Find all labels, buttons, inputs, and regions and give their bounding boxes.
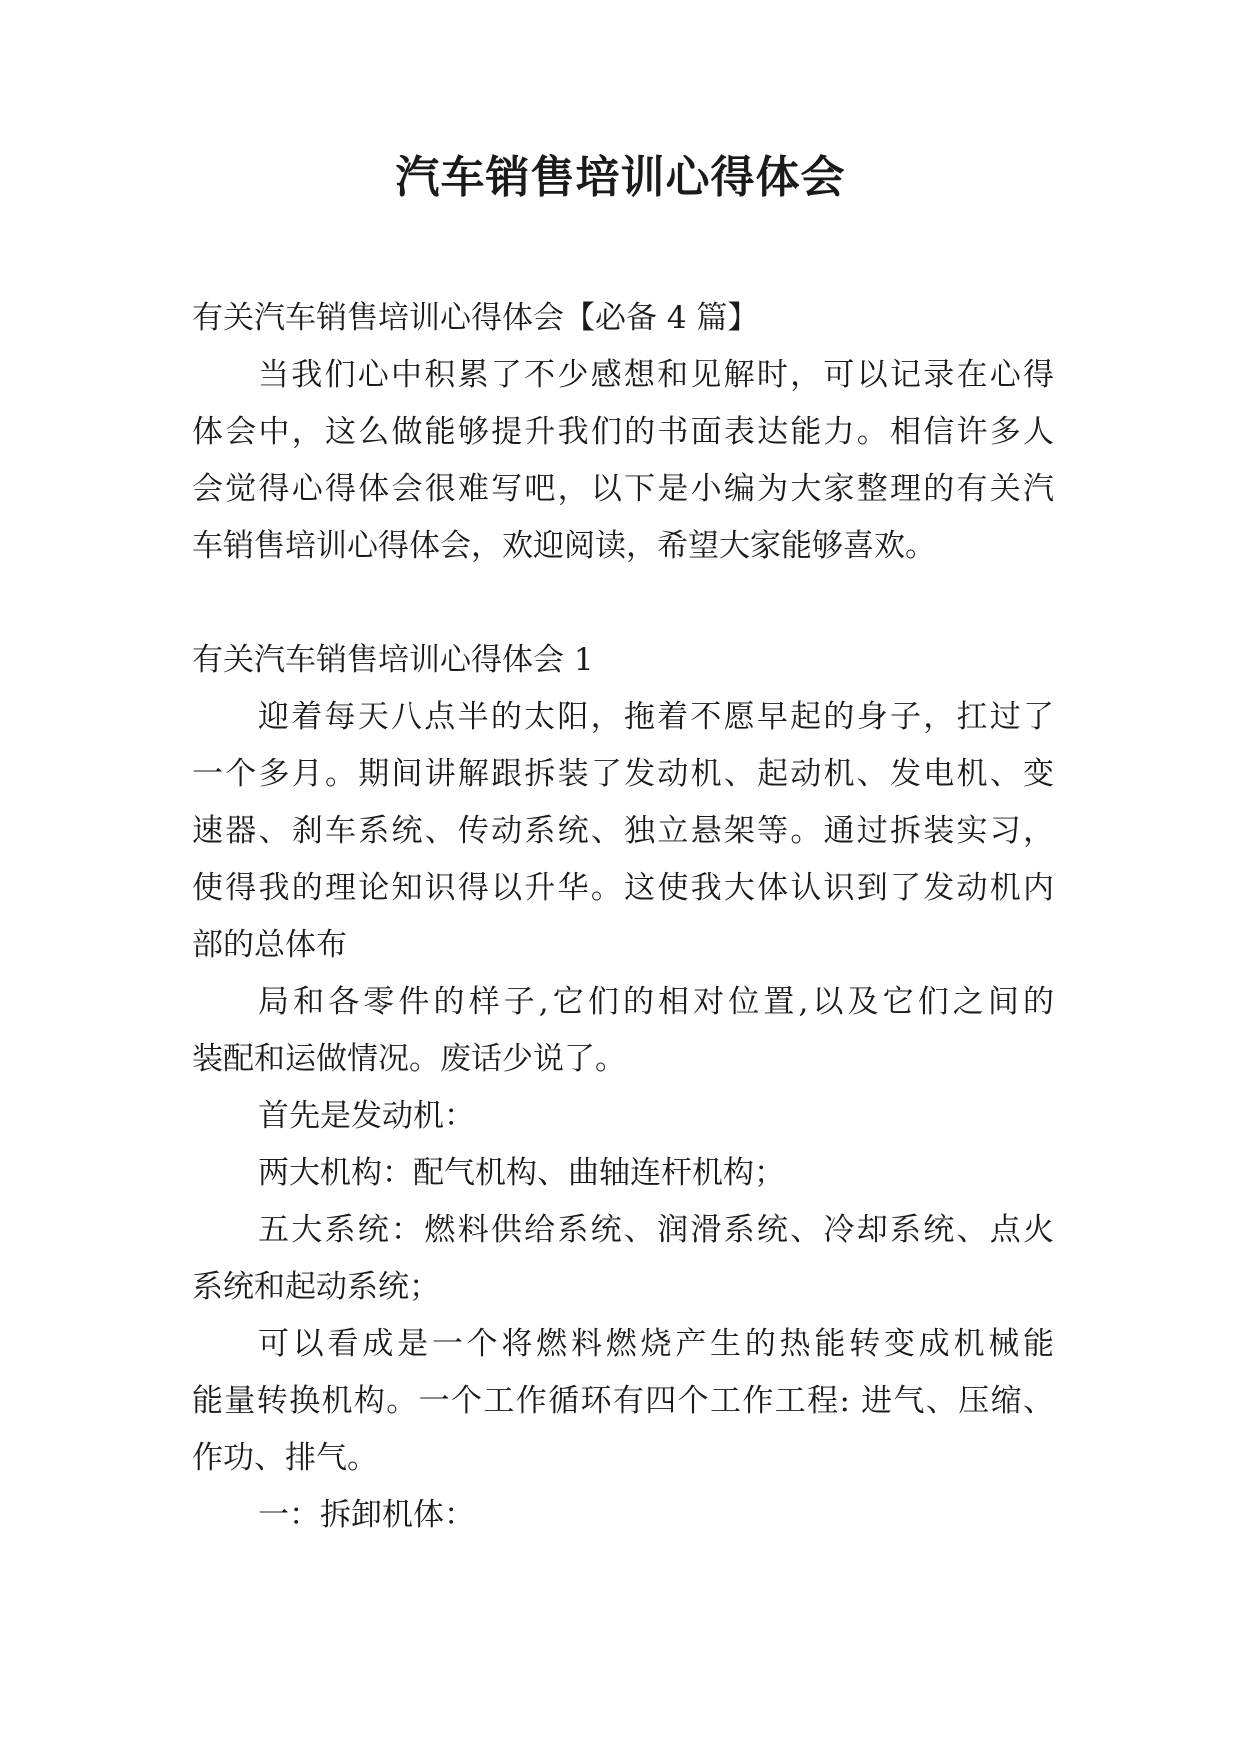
intro-line: 车销售培训心得体会，欢迎阅读，希望大家能够喜欢。	[192, 528, 936, 564]
paragraph-line: 迎着每天八点半的太阳，拖着不愿早起的身子，扛过了	[258, 699, 1054, 735]
paragraph-line: 两大机构：配气机构、曲轴连杆机构；	[258, 1155, 785, 1191]
intro-line: 体会中，这么做能够提升我们的书面表达能力。相信许多人	[192, 414, 1054, 450]
paragraph-line: 一个多月。期间讲解跟拆装了发动机、起动机、发电机、变	[192, 756, 1054, 792]
paragraph-line: 作功、排气。	[192, 1440, 378, 1476]
document-body	[192, 290, 1054, 1544]
paragraph-line: 部的总体布	[192, 927, 347, 963]
intro-line: 当我们心中积累了不少感想和见解时，可以记录在心得	[258, 357, 1054, 393]
paragraph-line: 可以看成是一个将燃料燃烧产生的热能转变成机械能	[258, 1326, 1054, 1362]
document-subtitle: 有关汽车销售培训心得体会【必备 4 篇】	[192, 300, 759, 336]
paragraph-line: 装配和运做情况。废话少说了。	[192, 1041, 626, 1077]
paragraph-line: 一：拆卸机体：	[258, 1497, 475, 1533]
paragraph-line: 使得我的理论知识得以升华。这使我大体认识到了发动机内	[192, 870, 1054, 906]
intro-line: 会觉得心得体会很难写吧，以下是小编为大家整理的有关汽	[192, 471, 1054, 507]
paragraph-line: 系统和起动系统；	[192, 1269, 440, 1305]
document-title: 汽车销售培训心得体会	[395, 152, 846, 203]
section-heading: 有关汽车销售培训心得体会 1	[192, 642, 594, 678]
paragraph-line: 局和各零件的样子,它们的相对位置,以及它们之间的	[258, 984, 1054, 1020]
paragraph-line: 首先是发动机：	[258, 1098, 475, 1134]
paragraph-line: 能量转换机构。一个工作循环有四个工作工程: 进气、压缩、	[192, 1383, 1054, 1419]
paragraph-line: 五大系统：燃料供给系统、润滑系统、冷却系统、点火	[258, 1212, 1054, 1248]
paragraph-line: 速器、刹车系统、传动系统、独立悬架等。通过拆装实习，	[192, 813, 1054, 849]
paragraph-gap	[192, 575, 1054, 632]
